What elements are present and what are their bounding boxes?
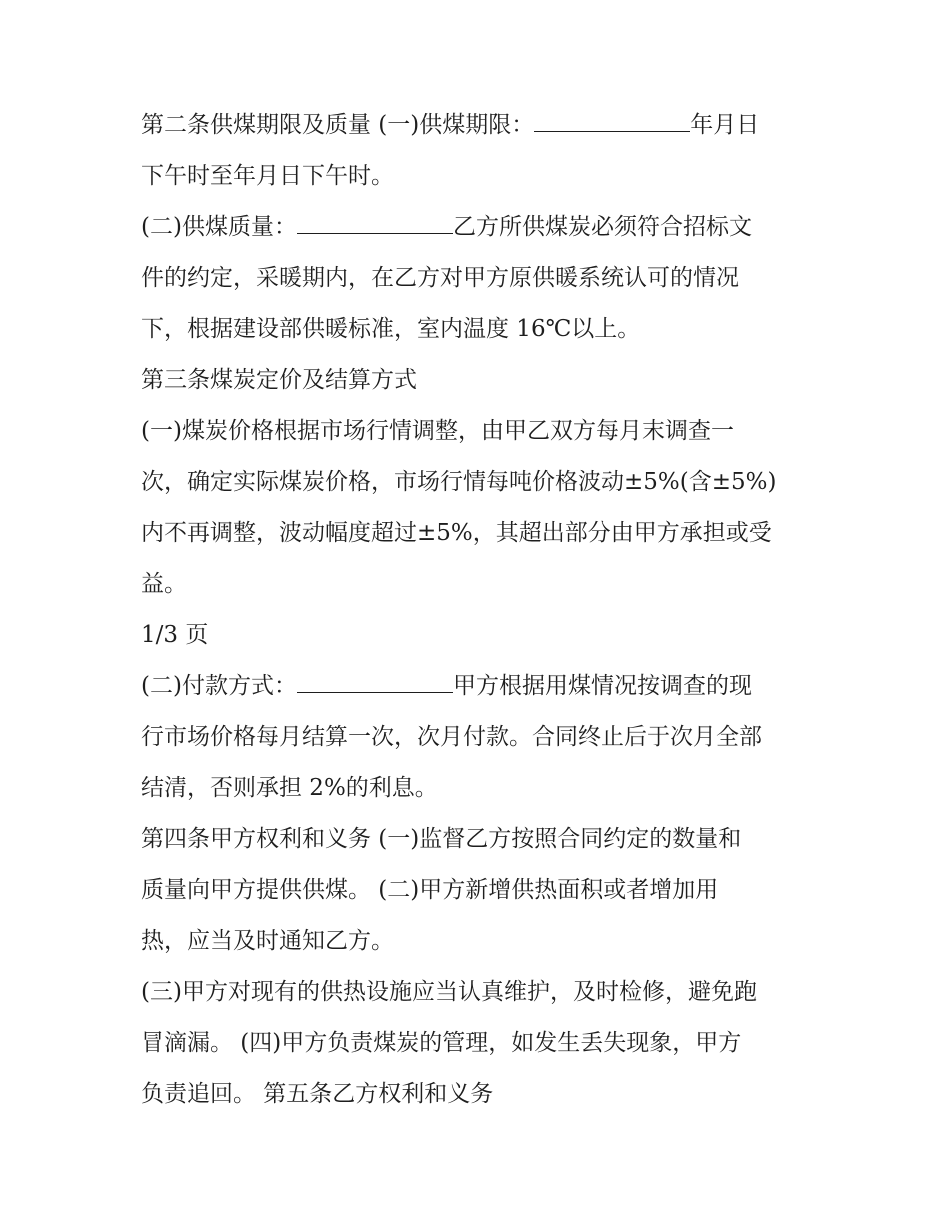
blank-field-supply-period [534, 111, 690, 132]
clause-text: (二)供煤质量： [141, 214, 297, 240]
text-line: 下，根据建设部供暖标准，室内温度 16℃以上。 [141, 316, 641, 342]
clause-2-supply-period-line [141, 100, 821, 151]
text-line: 负责追回。 第五条乙方权利和义务 [141, 1081, 494, 1107]
clause-text: 甲方根据用煤情况按调查的现 [452, 673, 752, 699]
text-line: 件的约定，采暖期内，在乙方对甲方原供暖系统认可的情况 [141, 265, 739, 291]
text-line: 内不再调整，波动幅度超过±5%，其超出部分由甲方承担或受 [141, 520, 772, 546]
clause-text: 乙方所供煤炭必须符合招标文 [452, 214, 752, 240]
clause-text: 第二条供煤期限及质量 (一)供煤期限： [141, 112, 535, 138]
document-page [141, 100, 821, 1120]
clause-3-payment-method-line [141, 661, 821, 712]
clause-text: (二)付款方式： [141, 673, 297, 699]
text-line: (一)煤炭价格根据市场行情调整，由甲乙双方每月末调查一 [141, 418, 734, 444]
text-line: (三)甲方对现有的供热设施应当认真维护，及时检修，避免跑 [141, 979, 757, 1005]
blank-field-payment-method [297, 672, 453, 693]
text-line: 结清，否则承担 2%的利息。 [141, 775, 438, 801]
text-line: 次，确定实际煤炭价格，市场行情每吨价格波动±5%(含±5%) [141, 469, 777, 495]
clause-2-supply-quality-line [141, 202, 821, 253]
clause-text: 年月日 [690, 112, 760, 138]
text-line: 冒滴漏。 (四)甲方负责煤炭的管理，如发生丢失现象，甲方 [141, 1030, 742, 1056]
text-line: 质量向甲方提供供煤。 (二)甲方新增供热面积或者增加用 [141, 877, 719, 903]
clause-4-heading-line: 第四条甲方权利和义务 (一)监督乙方按照合同约定的数量和 [141, 826, 742, 852]
clause-3-heading: 第三条煤炭定价及结算方式 [141, 367, 417, 393]
page-number: 1/3 页 [141, 622, 209, 648]
text-line: 热，应当及时通知乙方。 [141, 928, 394, 954]
text-line: 行市场价格每月结算一次，次月付款。合同终止后于次月全部 [141, 724, 762, 750]
text-line: 下午时至年月日下午时。 [141, 163, 394, 189]
text-line: 益。 [141, 571, 187, 597]
blank-field-supply-quality [297, 213, 453, 234]
